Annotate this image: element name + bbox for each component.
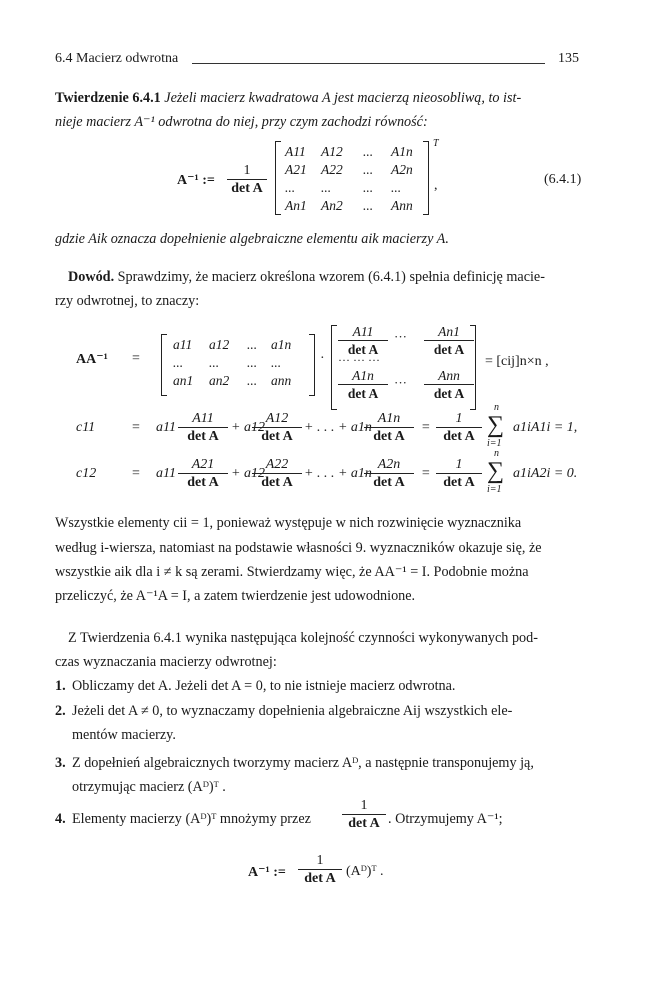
fraction: A11 det A	[178, 410, 228, 445]
inv-matrix-left-bracket	[331, 325, 337, 410]
inverse-matrix	[338, 323, 476, 409]
matrix-cell: ...	[363, 198, 374, 213]
equals-sign: =	[132, 466, 140, 481]
fraction: A1n det A	[364, 410, 414, 445]
ellipsis: ···	[394, 329, 407, 344]
matrix-cell: a11	[173, 337, 193, 352]
step-1-text: Obliczamy det A. Jeżeli det A = 0, to nie istnieje macierz odwrotna.	[72, 678, 456, 694]
matrix-cell: A1n	[391, 144, 413, 159]
formula-lhs: A⁻¹ :=	[177, 173, 215, 188]
a-matrix-right-bracket	[309, 334, 315, 396]
matrix-cell: a12	[209, 337, 230, 352]
term: a11	[156, 420, 176, 435]
equals-sign: =	[132, 420, 140, 435]
step-4-number: 4.	[55, 811, 66, 827]
step-3-number: 3.	[55, 755, 66, 771]
fraction: A21 det A	[178, 456, 228, 491]
page-number: 135	[558, 51, 579, 66]
term: + . . . + a1n	[304, 466, 372, 481]
matrix-cell: ...	[285, 180, 296, 195]
matrix-cell: ...	[363, 144, 374, 159]
theorem-line-2: nieje macierz A⁻¹ odwrotna do niej, przy czym zachodzi równość:	[55, 114, 428, 130]
term: + a12	[231, 466, 265, 481]
a-matrix	[173, 337, 313, 393]
fraction: 1 det A	[436, 410, 482, 445]
step-3-text-cont: otrzymując macierz (Aᴰ)ᵀ .	[72, 779, 226, 795]
proof-eq: =	[132, 351, 140, 366]
matrix-cell: An1	[285, 198, 307, 213]
step-1-number: 1.	[55, 678, 66, 694]
step-4-fraction: 1 det A	[342, 797, 386, 832]
fraction: A2n det A	[364, 456, 414, 491]
term: + . . . + a1n	[304, 420, 372, 435]
transpose-sup: T	[433, 138, 439, 149]
procedure-intro-1: Z Twierdzenia 6.4.1 wynika następująca kolejność czynności wykonywanych pod-	[68, 630, 538, 646]
running-header: 6.4 Macierz odwrotna	[55, 51, 179, 66]
proof-label: Dowód.	[68, 269, 115, 285]
final-rhs: (Aᴰ)ᵀ .	[346, 864, 384, 879]
proof-paragraph-line: według i-wiersza, natomiast na podstawie własności 9. wyznaczników okazuje się, że	[55, 540, 542, 556]
matrix-cell: A22	[321, 162, 343, 177]
gdzie-line: gdzie Aik oznacza dopełnienie algebraiczne elementu aik macierzy A.	[55, 231, 449, 247]
theorem-label: Twierdzenie 6.4.1	[55, 90, 161, 106]
matrix-cell: ...	[209, 355, 220, 370]
equation-number: (6.4.1)	[544, 172, 582, 187]
sum-lower: i=1	[487, 484, 502, 495]
fraction: 1 det A	[436, 456, 482, 491]
step-2-text: Jeżeli det A ≠ 0, to wyznaczamy dopełnienia algebraiczne Aij wszystkich ele-	[72, 703, 513, 719]
final-fraction: 1 det A	[298, 852, 342, 887]
matrix-cell: ...	[321, 180, 332, 195]
proof-paragraph-line: Wszystkie elementy cii = 1, ponieważ występuje w nich rozwinięcie wyznacznika	[55, 515, 522, 531]
term: =	[421, 420, 431, 435]
step-3-text: Z dopełnień algebraicznych tworzymy macierz Aᴰ, a następnie transponujemy ją,	[72, 755, 534, 771]
sum-symbol: ∑	[487, 458, 505, 484]
matrix-cell: ann	[271, 373, 292, 388]
term: + a12	[231, 420, 265, 435]
matrix-cell: An2	[321, 198, 343, 213]
proof-rhs: = [cij]n×n ,	[485, 354, 549, 369]
proof-line-1: Dowód. Sprawdzimy, że macierz określona wzorem (6.4.1) spełnia definicję macie-	[68, 269, 545, 285]
formula-fraction: 1 det A	[227, 162, 267, 197]
matrix-cell: A12	[321, 144, 343, 159]
final-lhs: A⁻¹ :=	[248, 865, 286, 880]
fraction: A12 det A	[252, 410, 302, 445]
matrix-cell: A11	[285, 144, 306, 159]
matrix-left-bracket	[275, 141, 281, 215]
matrix-cell: ...	[363, 162, 374, 177]
inverse-matrix-entry: Ann det A	[424, 367, 474, 402]
dot-operator: ·	[320, 351, 325, 366]
theorem-text-1: Jeżeli macierz kwadratowa A jest macierzą nieosobliwą, to ist-	[164, 90, 522, 106]
inverse-matrix-entry: A1n det A	[338, 367, 388, 402]
matrix-cell: A21	[285, 162, 307, 177]
theorem-line-1	[55, 87, 521, 110]
matrix-cell: an1	[173, 373, 194, 388]
sum-lower: i=1	[487, 438, 502, 449]
inv-matrix-right-bracket	[470, 325, 476, 410]
ellipsis: ···	[394, 375, 407, 390]
formula-comma: ,	[434, 178, 438, 193]
step-4-text-a: Elementy macierzy (Aᴰ)ᵀ mnożymy przez	[72, 811, 311, 827]
matrix-cell: A2n	[391, 162, 413, 177]
proof-lhs: AA⁻¹	[76, 352, 108, 367]
matrix-cell: ...	[173, 355, 184, 370]
cofactor-matrix	[285, 144, 425, 214]
step-4-text-b: . Otrzymujemy A⁻¹;	[388, 811, 503, 827]
matrix-cell: ...	[247, 373, 258, 388]
proof-line-2: rzy odwrotnej, to znaczy:	[55, 293, 200, 309]
matrix-cell: ...	[363, 180, 374, 195]
inverse-matrix-entry: An1 det A	[424, 323, 474, 358]
matrix-cell: ...	[271, 355, 282, 370]
ellipsis-row: ··· ··· ···	[338, 353, 380, 367]
c-label: c12	[76, 466, 97, 481]
a-matrix-left-bracket	[161, 334, 167, 396]
procedure-intro-2: czas wyznaczania macierzy odwrotnej:	[55, 654, 277, 670]
step-2-text-cont: mentów macierzy.	[72, 727, 176, 743]
matrix-cell: a1n	[271, 337, 292, 352]
matrix-cell: ...	[247, 337, 258, 352]
proof-paragraph-line: przeliczyć, że A⁻¹A = I, a zatem twierdzenie jest udowodnione.	[55, 588, 416, 604]
inverse-matrix-entry: A11 det A	[338, 323, 388, 358]
matrix-cell: an2	[209, 373, 230, 388]
matrix-cell: Ann	[391, 198, 413, 213]
c-label: c11	[76, 420, 96, 435]
sum-symbol: ∑	[487, 412, 505, 438]
term: a11	[156, 466, 176, 481]
sum-term: a1iA2i = 0.	[513, 466, 578, 481]
matrix-right-bracket	[423, 141, 429, 215]
sum-upper: n	[494, 448, 499, 459]
term: =	[421, 466, 431, 481]
step-2-number: 2.	[55, 703, 66, 719]
sum-term: a1iA1i = 1,	[513, 420, 578, 435]
proof-paragraph-line: wszystkie aik dla i ≠ k są zerami. Stwierdzamy więc, że AA⁻¹ = I. Podobnie można	[55, 564, 529, 580]
header-rule	[192, 63, 545, 64]
fraction: A22 det A	[252, 456, 302, 491]
sum-upper: n	[494, 402, 499, 413]
matrix-cell: ...	[247, 355, 258, 370]
matrix-cell: ...	[391, 180, 402, 195]
